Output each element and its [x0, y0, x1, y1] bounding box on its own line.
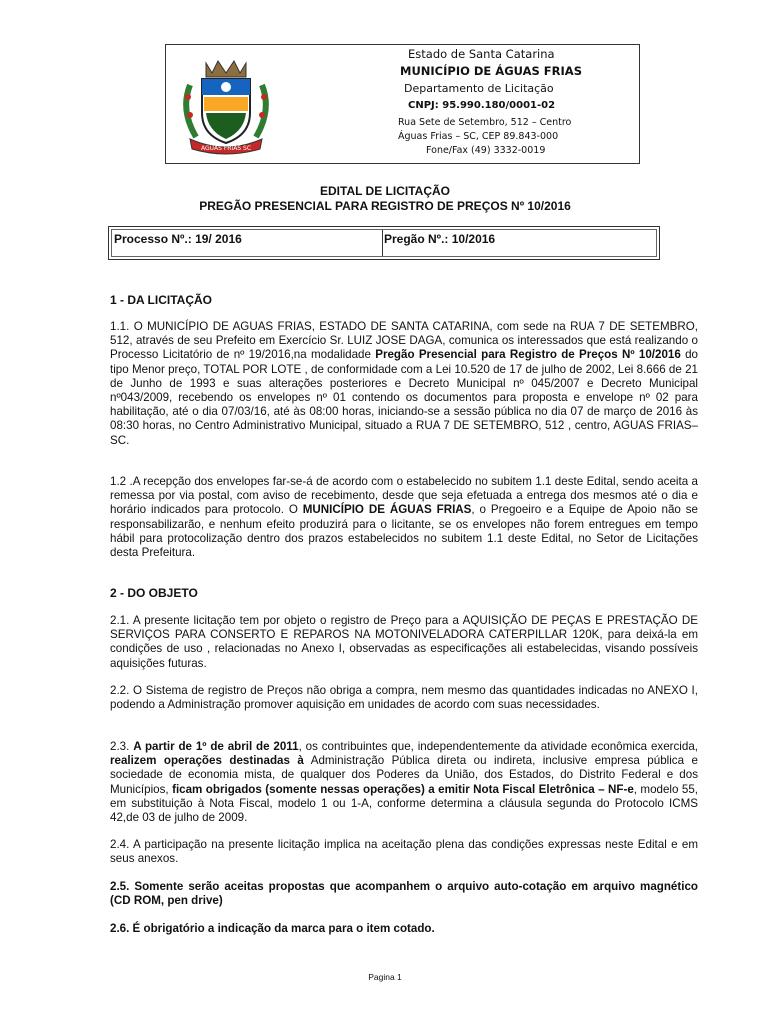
phone-line: Fone/Fax (49) 3332-0019	[426, 145, 546, 156]
section-2-heading: 2 - DO OBJETO	[110, 586, 198, 600]
city-line: Águas Frias – SC, CEP 89.843-000	[398, 131, 559, 142]
paragraph-1-1	[110, 320, 698, 448]
processo-number: Processo Nº.: 19/ 2016	[114, 232, 242, 246]
coat-of-arms-icon	[176, 55, 276, 155]
pregao-number: Pregão Nº.: 10/2016	[384, 232, 496, 246]
p1-1-bold: Pregão Presencial para Registro de Preços Nº 10/2016	[375, 348, 681, 362]
section-1-heading: 1 - DA LICITAÇÃO	[110, 293, 212, 307]
p2-3-bold-2: realizem operações destinadas à	[110, 754, 304, 768]
document-subtitle: PREGÃO PRESENCIAL PARA REGISTRO DE PREÇOS Nº 10/2016	[199, 199, 571, 213]
p2-3-text-1: , os contribuintes que, independentemente da atividade econômica exercida,	[298, 740, 698, 753]
department-line: Departamento de Licitação	[404, 82, 554, 95]
paragraph-2-4: 2.4. A participação na presente licitação implica na aceitação plena das condições expressas neste Edital e em seus anexos.	[110, 838, 698, 866]
state-line: Estado de Santa Catarina	[408, 47, 555, 61]
process-info-box	[108, 226, 660, 260]
p1-2-text: 1.2 .A recepção dos envelopes far-se-á de acordo com o estabelecido no subitem 1.1 deste Edital, sendo aceita a remessa por via postal, com aviso de recebimento, desde que seja efetuada a entrega dos mesmos até o dia e horário indicados para protocolo. O	[110, 475, 698, 517]
municipality-line: MUNICÍPIO DE ÁGUAS FRIAS	[400, 64, 582, 78]
page-number: Pagina 1	[368, 972, 402, 982]
p1-2-text-2: , o Pregoeiro e a Equipe de Apoio não se responsabilizarão, e nenhum efeito produzirá para o licitante, se os envelopes não forem entregues em tempo hábil para protocolização dentro dos prazos estabelecidos no subitem 1.1 deste Edital, no Setor de Licitações desta Prefeitura.	[110, 503, 699, 560]
p1-2-bold: MUNICÍPIO DE ÁGUAS FRIAS	[302, 503, 472, 517]
paragraph-1-2	[110, 475, 698, 560]
p1-1-text-2: do tipo Menor preço, TOTAL POR LOTE , de conformidade com a Lei 10.520 de 17 de julho de 2002, Lei 8.666 de 21 de Junho de 1993 e suas alterações posteriores e Decreto Municipal nº 045/2007 e Decreto Municipal nº043/2009, recebendo os envelopes nº 01 contendo os documentos para proposta e envelope nº 02 para habilitação, até o dia 07/03/16, até às 08:00 horas, iniciando-se a sessão pública no dia 07 de março de 2016 às 08:30 horas, no Centro Administrativo Municipal, situado a RUA 7 DE SETEMBRO, 512 , centro, AGUAS FRIAS– SC.	[110, 348, 698, 447]
p2-3-text-2: Administração Pública direta ou indireta, inclusive empresa pública e sociedade de economia mista, de qualquer dos Poderes da União, dos Estados, do Distrito Federal e dos Municípios,	[110, 754, 698, 796]
address-line: Rua Sete de Setembro, 512 – Centro	[398, 117, 572, 128]
paragraph-2-1: 2.1. A presente licitação tem por objeto o registro de Preço para a AQUISIÇÃO DE PEÇAS E PRESTAÇÃO DE SERVIÇOS PARA CONSERTO E REPAROS NA MOTONIVELADORA CATERPILLAR 120K, para deixá-la em condições de uso , relacionadas no Anexo I, observadas as especificações ali estabelecidas, visando possíveis aquisições futuras.	[110, 614, 698, 670]
paragraph-2-6: 2.6. É obrigatório a indicação da marca para o item cotado.	[110, 922, 435, 935]
paragraph-2-5: 2.5. Somente serão aceitas propostas que acompanhem o arquivo auto-cotação em arquivo magnético (CD ROM, pen drive)	[110, 880, 698, 908]
p2-3-num: 2.3.	[110, 740, 134, 753]
paragraph-2-3	[110, 740, 698, 825]
p2-3-bold-3: ficam obrigados (somente nessas operações) a emitir Nota Fiscal Eletrônica – NF-e	[172, 782, 634, 796]
paragraph-2-2: 2.2. O Sistema de registro de Preços não obriga a compra, nem mesmo das quantidades indicadas no ANEXO I, podendo a Administração promover aquisição em unidades de acordo com suas necessidades.	[110, 684, 698, 712]
letterhead	[165, 44, 640, 164]
p2-3-text-3: , modelo 55, em substituição à Nota Fiscal, modelo 1 ou 1-A, conforme determina a cláusula segunda do Protocolo ICMS 42,de 03 de julho de 2009.	[110, 782, 698, 825]
p2-3-bold-1: A partir de 1º de abril de 2011	[133, 740, 299, 753]
p1-1-text: 1.1. O MUNICÍPIO DE AGUAS FRIAS, ESTADO DE SANTA CATARINA, com sede na RUA 7 DE SETEMBRO, 512, através de seu Prefeito em Exercício Sr. LUIZ JOSE DAGA, comunica os interessados que está realizando o Processo Licitatório de nº 19/2016,na modalidade	[110, 320, 698, 362]
cnpj-line: CNPJ: 95.990.180/0001-02	[408, 100, 556, 111]
crest-ribbon-text: AGUAS FRIAS SC	[200, 145, 252, 152]
document-title: EDITAL DE LICITAÇÃO	[320, 184, 450, 198]
